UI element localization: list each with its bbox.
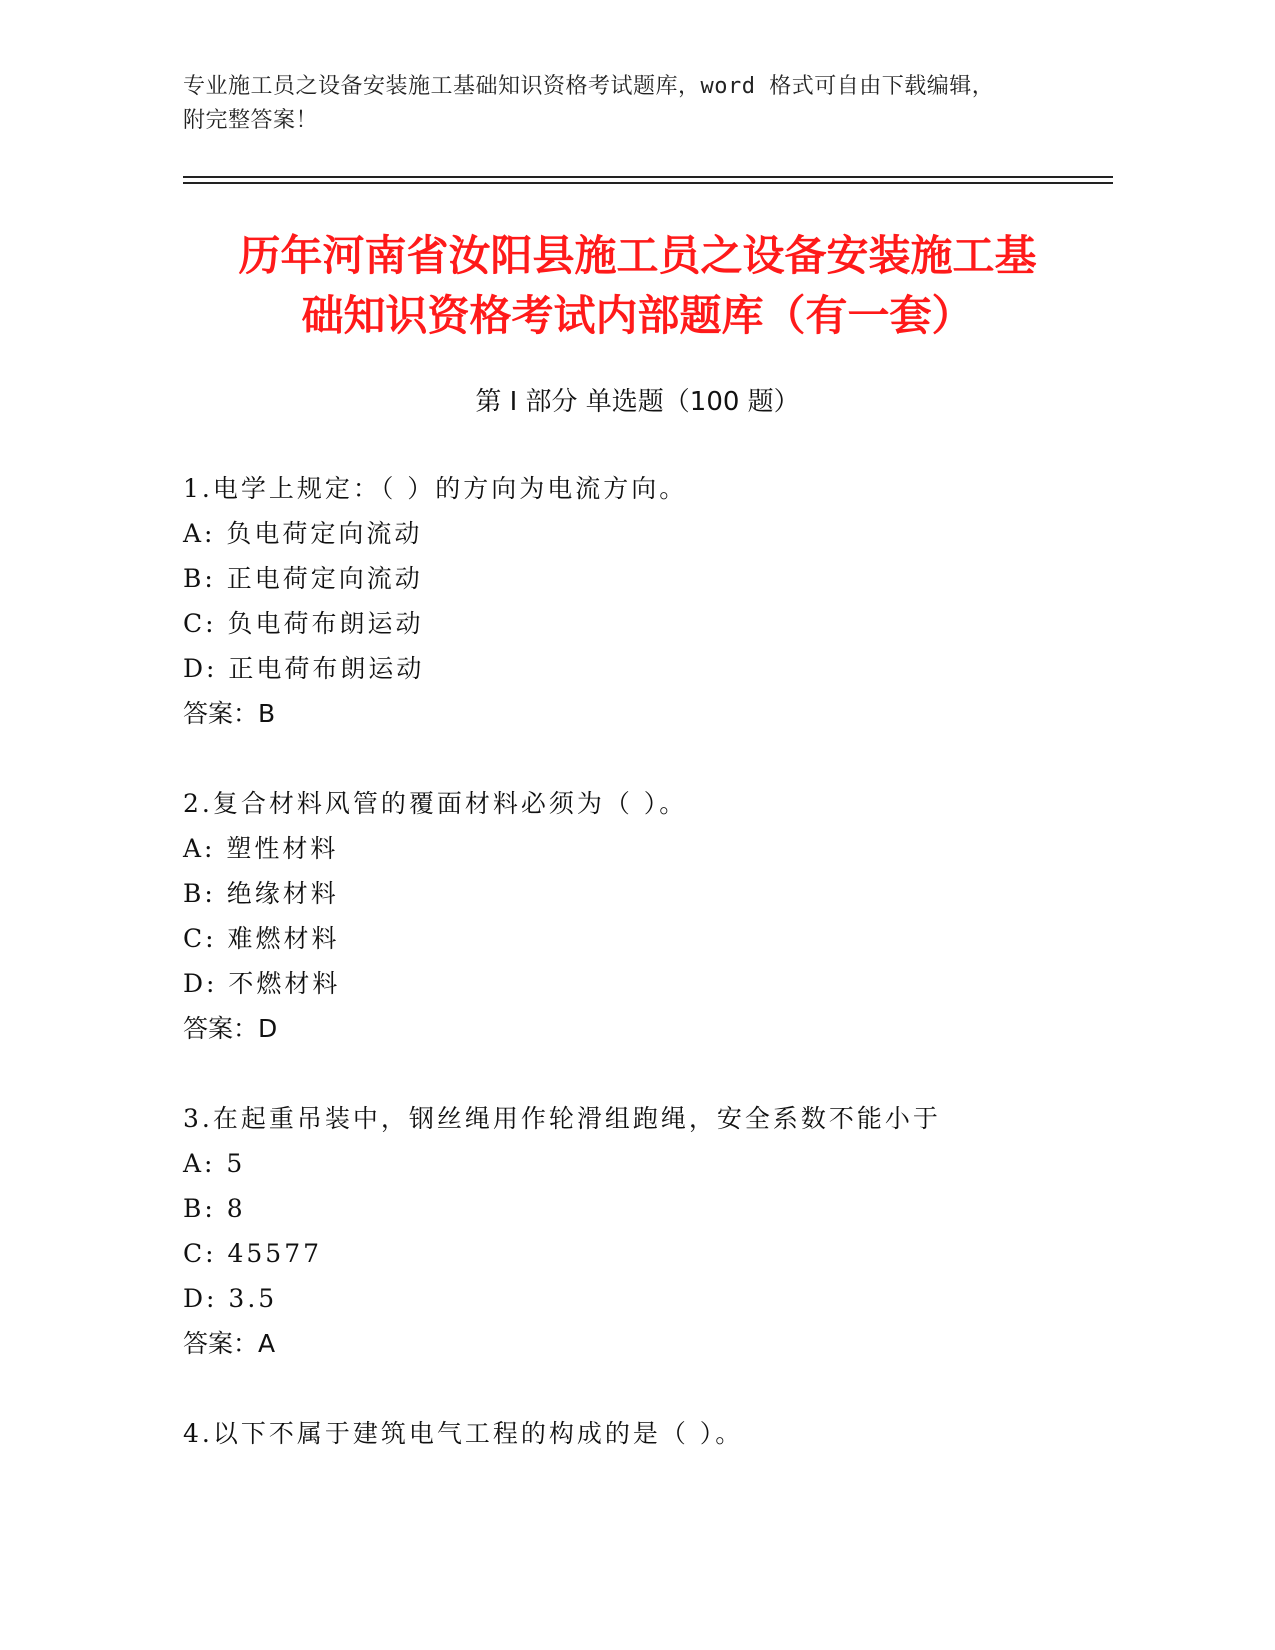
answer: 答案：D (183, 1014, 278, 1043)
option-d: D: 3.5 (183, 1284, 278, 1313)
question-2 (183, 781, 1113, 1051)
header-divider-top (183, 176, 1113, 178)
answer: 答案：A (183, 1329, 276, 1358)
question-list (183, 466, 1113, 1501)
option-c: C: 45577 (183, 1239, 323, 1268)
document-title-line-1: 历年河南省汝阳县施工员之设备安装施工基 (238, 231, 1037, 280)
header-note (183, 70, 1113, 138)
option-b: B: 绝缘材料 (183, 879, 339, 908)
option-b: B: 8 (183, 1194, 246, 1223)
option-d: D: 不燃材料 (183, 969, 341, 998)
question-stem: 1.电学上规定：（ ）的方向为电流方向。 (183, 474, 688, 503)
question-stem: 2.复合材料风管的覆面材料必须为（ ）。 (183, 789, 688, 818)
header-note-line-1: 专业施工员之设备安装施工基础知识资格考试题库，word 格式可自由下载编辑， (183, 74, 995, 99)
document-title-line-2: 础知识资格考试内部题库（有一套） (301, 291, 974, 340)
section-title: 第 I 部分 单选题（100 题） (475, 387, 800, 417)
question-stem: 4.以下不属于建筑电气工程的构成的是（ ）。 (183, 1419, 744, 1448)
question-1 (183, 466, 1113, 736)
answer: 答案：B (183, 699, 276, 728)
option-c: C: 难燃材料 (183, 924, 340, 953)
option-b: B: 正电荷定向流动 (183, 564, 423, 593)
question-stem: 3.在起重吊装中，钢丝绳用作轮滑组跑绳，安全系数不能小于 (183, 1104, 941, 1133)
option-c: C: 负电荷布朗运动 (183, 609, 424, 638)
header-note-line-2: 附完整答案！ (183, 108, 319, 133)
option-d: D: 正电荷布朗运动 (183, 654, 425, 683)
question-4 (183, 1411, 1113, 1456)
option-a: A: 塑性材料 (183, 834, 339, 863)
option-a: A: 负电荷定向流动 (183, 519, 423, 548)
document-title (150, 226, 1125, 346)
question-3 (183, 1096, 1113, 1366)
header-divider-bottom (183, 182, 1113, 184)
option-a: A: 5 (183, 1149, 246, 1178)
